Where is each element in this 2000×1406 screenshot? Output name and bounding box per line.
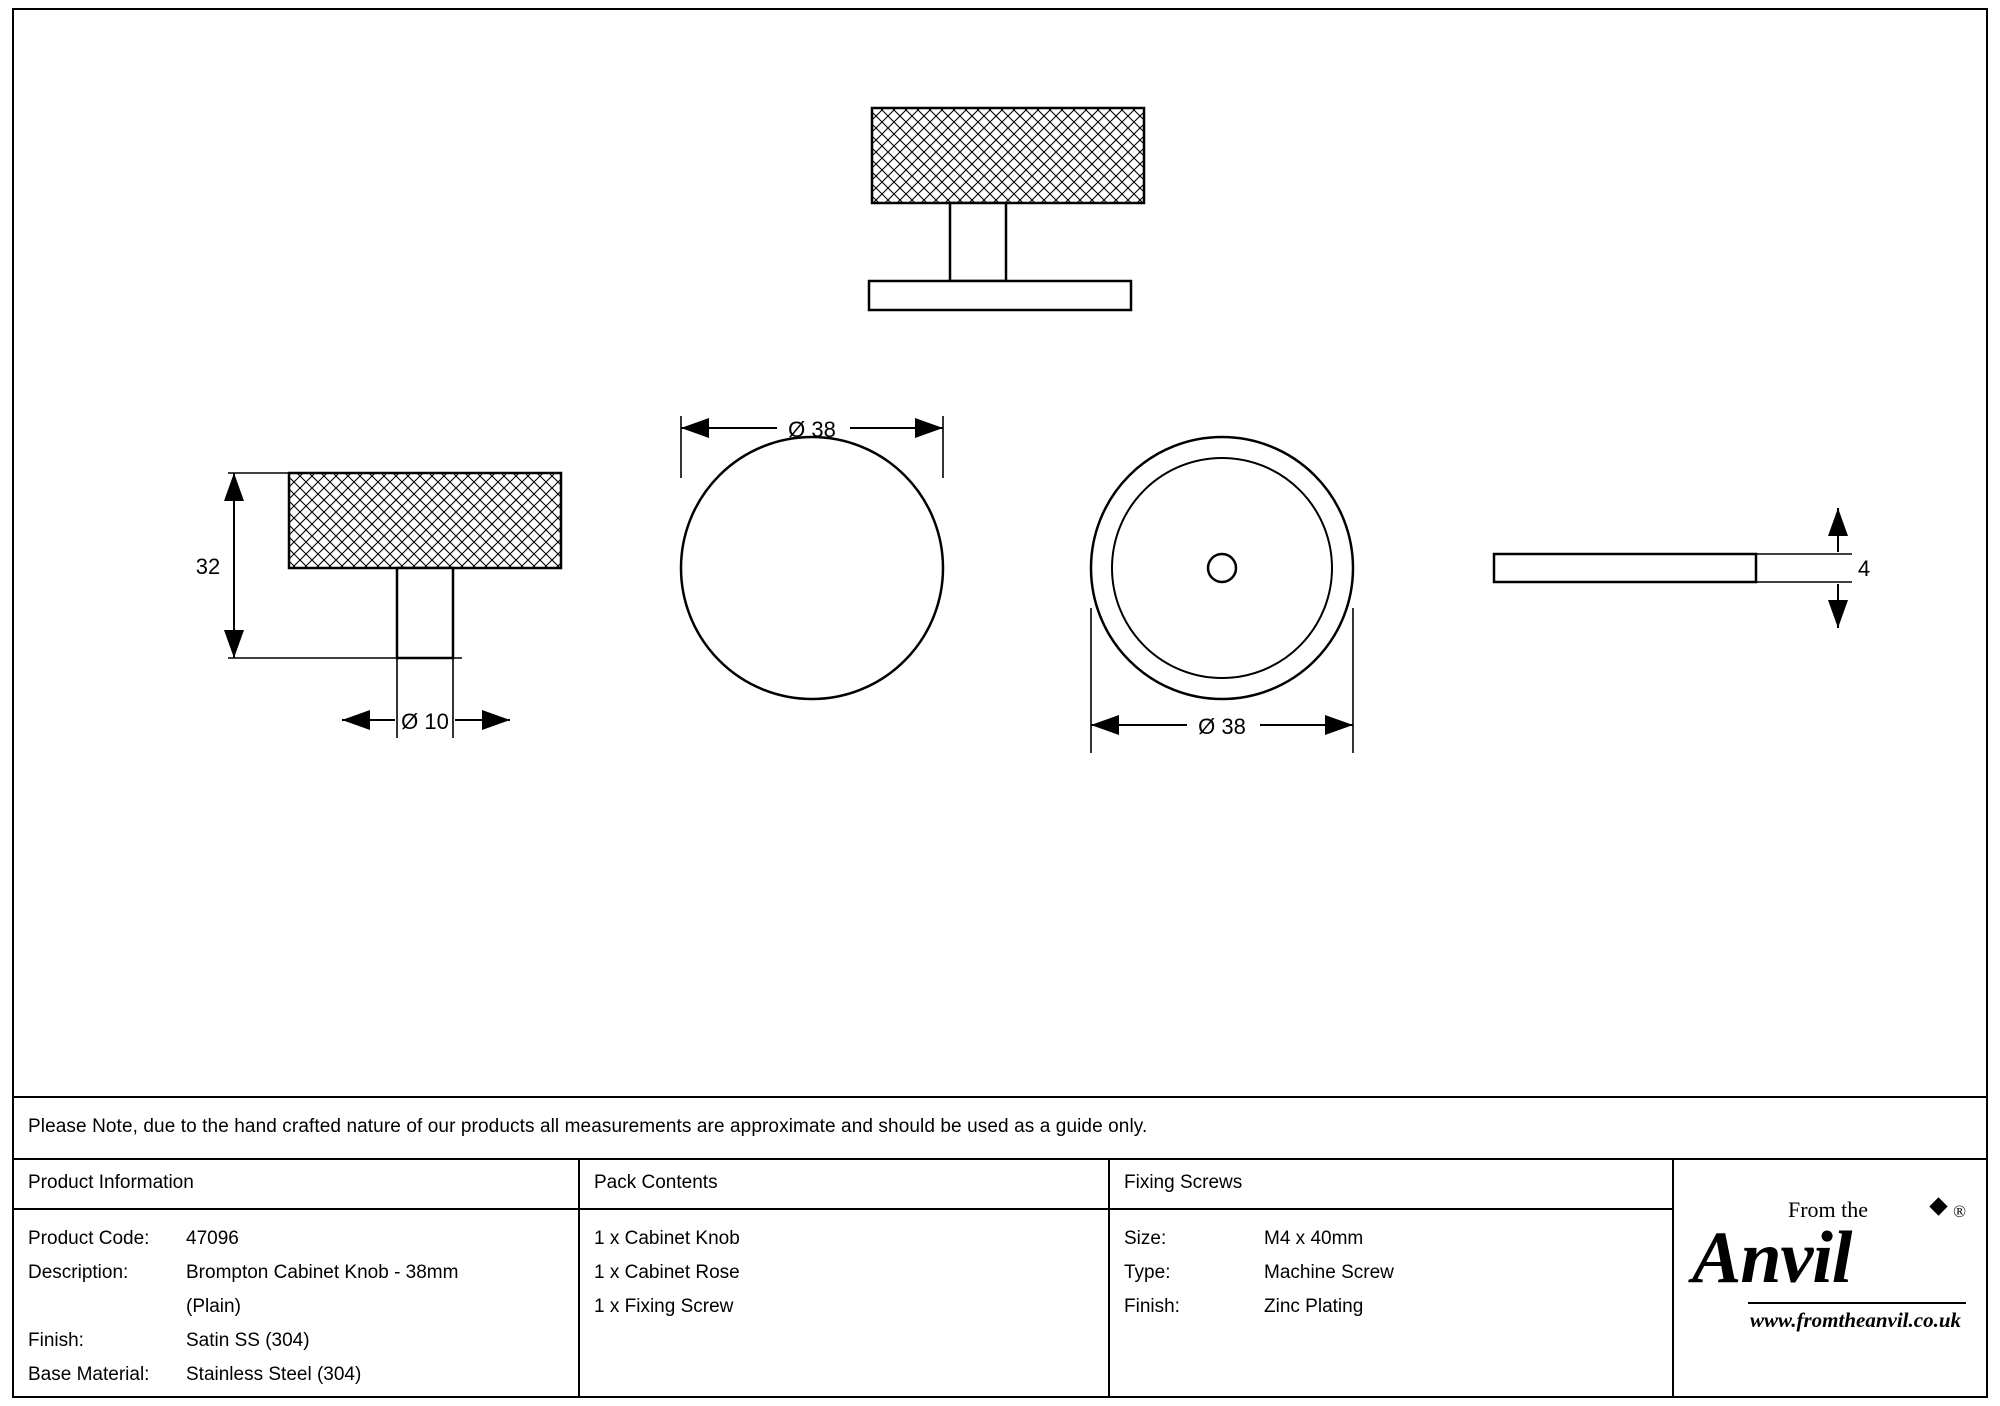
table-row <box>28 1290 458 1324</box>
row-label: Description: <box>28 1262 129 1283</box>
logo-wordmark: Anvil <box>1692 1217 1852 1299</box>
logo-website-url: www.fromtheanvil.co.uk <box>1750 1308 1961 1332</box>
column-divider <box>1110 1208 1672 1210</box>
diamond-icon <box>1929 1197 1947 1215</box>
view-knob-face <box>681 437 943 699</box>
row-value: (Plain) <box>186 1296 241 1317</box>
pack-contents-column <box>580 1160 1110 1398</box>
table-row <box>1124 1290 1394 1324</box>
drawing-svg <box>12 8 1988 1098</box>
pack-contents-heading: Pack Contents <box>594 1172 718 1193</box>
row-label: Type: <box>1124 1262 1171 1283</box>
registered-trademark-icon: ® <box>1953 1202 1966 1221</box>
dimension-label-height: 32 <box>195 554 221 579</box>
list-item: 1 x Cabinet Rose <box>594 1262 740 1283</box>
row-value: Brompton Cabinet Knob - 38mm <box>186 1262 459 1283</box>
product-information-column <box>14 1160 580 1398</box>
list-item: 1 x Fixing Screw <box>594 1296 734 1317</box>
table-row <box>1124 1222 1394 1256</box>
logo-top-text: From the <box>1788 1197 1869 1222</box>
list-item: 1 x Cabinet Knob <box>594 1228 740 1249</box>
row-value: Machine Screw <box>1264 1262 1394 1283</box>
product-information-heading: Product Information <box>28 1172 194 1193</box>
dimension-label-stem-diameter: Ø 10 <box>401 709 449 734</box>
note-row <box>14 1096 1986 1158</box>
row-label: Product Code: <box>28 1228 150 1249</box>
row-value: Stainless Steel (304) <box>186 1364 362 1385</box>
table-row <box>28 1256 458 1290</box>
row-value: Satin SS (304) <box>186 1330 310 1351</box>
measurement-note: Please Note, due to the hand crafted nature of our products all measurements are approximate and should be used as a guide only. <box>28 1116 1148 1137</box>
dimension-stem-diameter <box>342 658 510 738</box>
info-table <box>14 1158 1986 1396</box>
dimension-rose-thickness <box>1756 508 1870 628</box>
view-rose-face <box>1091 437 1353 699</box>
table-row <box>28 1324 458 1358</box>
dimension-label-rose-thickness: 4 <box>1857 556 1871 581</box>
view-knob-with-rose-side <box>869 108 1144 310</box>
row-value: 47096 <box>186 1228 239 1249</box>
row-label <box>28 1290 186 1324</box>
product-information-list <box>28 1222 458 1392</box>
drawing-area <box>12 8 1988 1098</box>
dimension-label-rose-diameter: Ø 38 <box>1198 714 1246 739</box>
row-label: Finish: <box>1124 1296 1180 1317</box>
row-value: M4 x 40mm <box>1264 1228 1364 1249</box>
fixing-screws-list <box>1124 1222 1394 1324</box>
pack-contents-list <box>594 1222 740 1324</box>
row-label: Base Material: <box>28 1364 150 1385</box>
table-row <box>28 1358 458 1392</box>
view-knob-side <box>289 473 561 658</box>
logo-column <box>1674 1160 1986 1398</box>
column-divider <box>14 1208 578 1210</box>
column-divider <box>580 1208 1108 1210</box>
table-row <box>28 1222 458 1256</box>
from-the-anvil-logo <box>1692 1196 1968 1356</box>
table-row <box>1124 1256 1394 1290</box>
row-value: Zinc Plating <box>1264 1296 1364 1317</box>
logo-underline <box>1748 1302 1966 1304</box>
view-rose-edge <box>1494 554 1756 582</box>
row-label: Finish: <box>28 1330 84 1351</box>
row-label: Size: <box>1124 1228 1167 1249</box>
fixing-screws-column <box>1110 1160 1674 1398</box>
dimension-label-knob-diameter: Ø 38 <box>788 417 836 442</box>
fixing-screws-heading: Fixing Screws <box>1124 1172 1243 1193</box>
